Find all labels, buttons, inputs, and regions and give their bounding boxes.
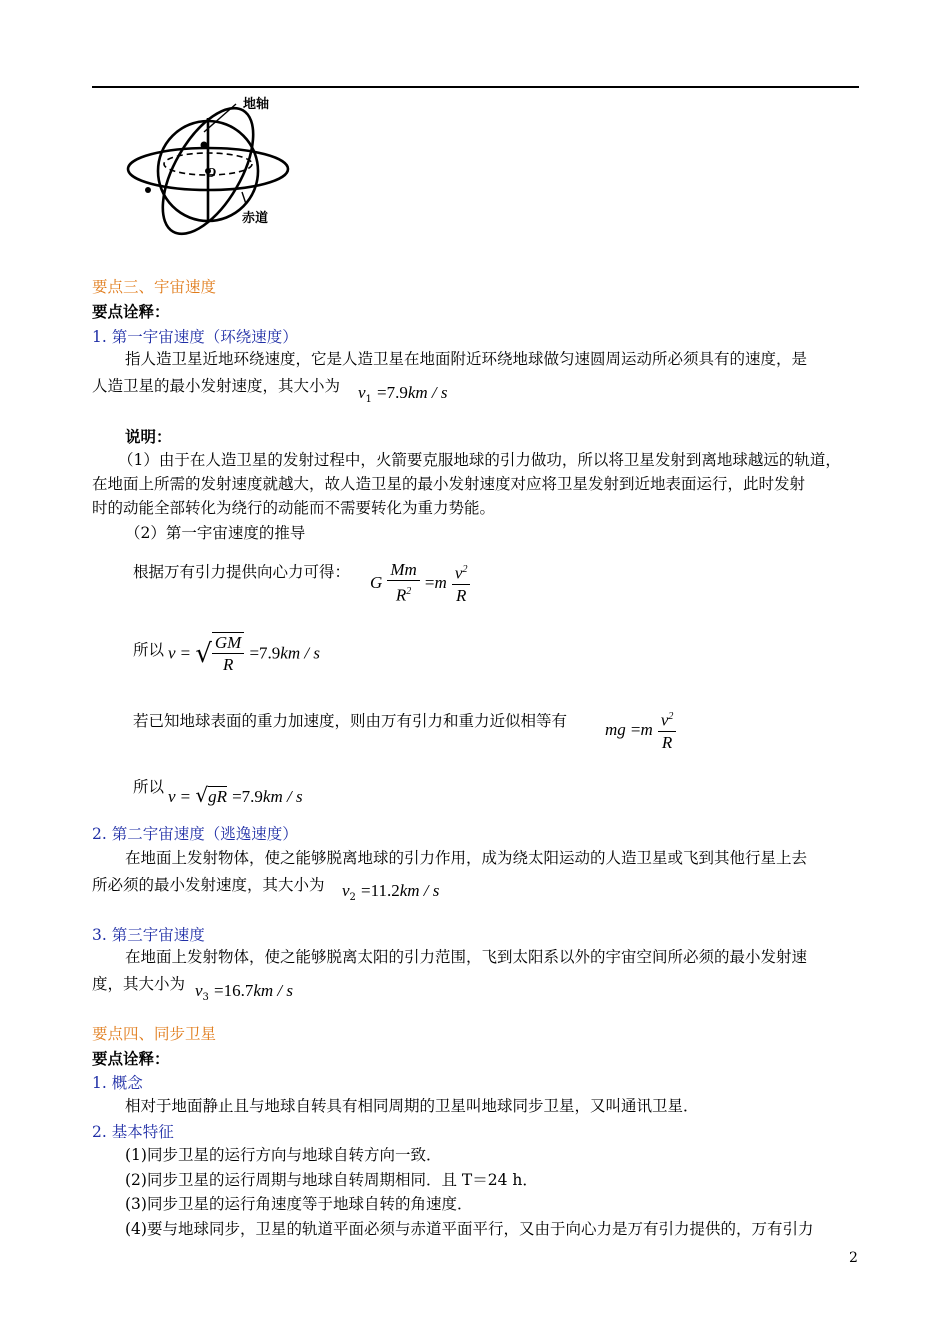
header-rule [92,86,859,88]
item2-title: 2. 第二宇宙速度（逃逸速度） [92,825,298,843]
v2-unit: km / s [399,881,440,900]
item1-para-line1: 指人造卫星近地环绕速度，它是人造卫星在地面附近环绕地球做匀速圆周运动所必须具有的速度，是 [125,350,808,368]
so-label-1: 所以 [133,641,165,659]
axis-label: 地轴 [243,97,270,112]
item2-line1: 在地面上发射物体，使之能够脱离地球的引力作用，成为绕太阳运动的人造卫星或飞到其他行星上去 [125,849,808,867]
gravity-formula: G $\frac{Mm}{R^2}$ =m $\frac{v^2}{R}$ [370,560,470,607]
derivation-line2: 若已知地球表面的重力加速度，则由万有引力和重力近似相等有 [133,712,568,730]
item3-line2: 度，其大小为 [92,975,186,993]
earth-axis-figure [118,92,298,252]
note-label: 说明： [125,427,172,446]
feature-3: (3)同步卫星的运行角速度等于地球自转的角速度． [125,1195,473,1213]
v2-subscript: 2 [349,892,356,904]
v1-value: =7.9 [377,383,408,402]
v1-formula [358,383,448,405]
velocity-unit-2: km / s [262,787,303,806]
so-label-2: 所以 [133,778,165,796]
page-number: 2 [849,1250,858,1266]
item2-line2: 所必须的最小发射速度，其大小为 [92,876,325,894]
section4-heading: 要点四、同步卫星 [92,1025,217,1043]
section3-explain-label: 要点诠释： [92,302,170,321]
v1-subscript: 1 [365,394,372,406]
v3-value: =16.7 [214,981,254,1000]
velocity-formula-2: v = √gR =7.9km / s [168,783,303,807]
feature-2: (2)同步卫星的运行周期与地球自转周期相同．且 T＝24 h． [125,1171,538,1189]
mg-formula: mg =m $\frac{v^2}{R}$ [605,707,676,754]
s4-item1-text: 相对于地面静止且与地球自转具有相同周期的卫星叫地球同步卫星，又叫通讯卫星． [125,1097,699,1115]
note1-line2: 在地面上所需的发射速度就越大，故人造卫星的最小发射速度对应将卫星发射到近地表面运行，此时发射 [92,475,806,493]
item1-title: 1. 第一宇宙速度（环绕速度） [92,328,298,346]
note1-line1: （1）由于在人造卫星的发射过程中，火箭要克服地球的引力做功，所以将卫星发射到离地球越远的轨道， [118,451,841,469]
s4-item1-title: 1. 概念 [92,1074,143,1092]
center-label: O [206,166,217,181]
feature-4: (4)要与地球同步，卫星的轨道平面必须与赤道平面平行，又由于向心力是万有引力提供的，万有引力 [125,1220,814,1238]
velocity-result-1: =7.9 [249,643,281,663]
note2-heading: （2）第一宇宙速度的推导 [125,524,306,542]
item3-line1: 在地面上发射物体，使之能够脱离太阳的引力范围，飞到太阳系以外的宇宙空间所必须的最小发射速 [125,948,808,966]
equator-label: 赤道 [242,211,269,226]
velocity-formula-1: v = √ $\frac{GM}{R}$ =7.9km / s [168,633,320,674]
v2-value: =11.2 [361,881,400,900]
item3-title: 3. 第三宇宙速度 [92,926,205,944]
section3-heading: 要点三、宇宙速度 [92,278,217,296]
v1-unit: km / s [407,383,448,402]
v3-subscript: 3 [202,992,209,1004]
item1-para-line2: 人造卫星的最小发射速度，其大小为 [92,377,341,395]
derivation-line1: 根据万有引力提供向心力可得： [133,563,351,581]
v1-symbol: v [358,383,366,402]
v3-unit: km / s [253,981,294,1000]
s4-item2-title: 2. 基本特征 [92,1123,174,1141]
velocity-unit-1: km / s [280,643,320,663]
section4-explain-label: 要点诠释： [92,1049,170,1068]
v3-formula: $v_3 =16.7km / s$ [195,981,294,1004]
v2-formula: $v_2 =11.2km / s$ [342,881,440,904]
note1-line3: 时的动能全部转化为绕行的动能而不需要转化为重力势能。 [92,499,496,517]
velocity-result-2: =7.9 [232,787,263,806]
feature-1: (1)同步卫星的运行方向与地球自转方向一致． [125,1146,442,1164]
